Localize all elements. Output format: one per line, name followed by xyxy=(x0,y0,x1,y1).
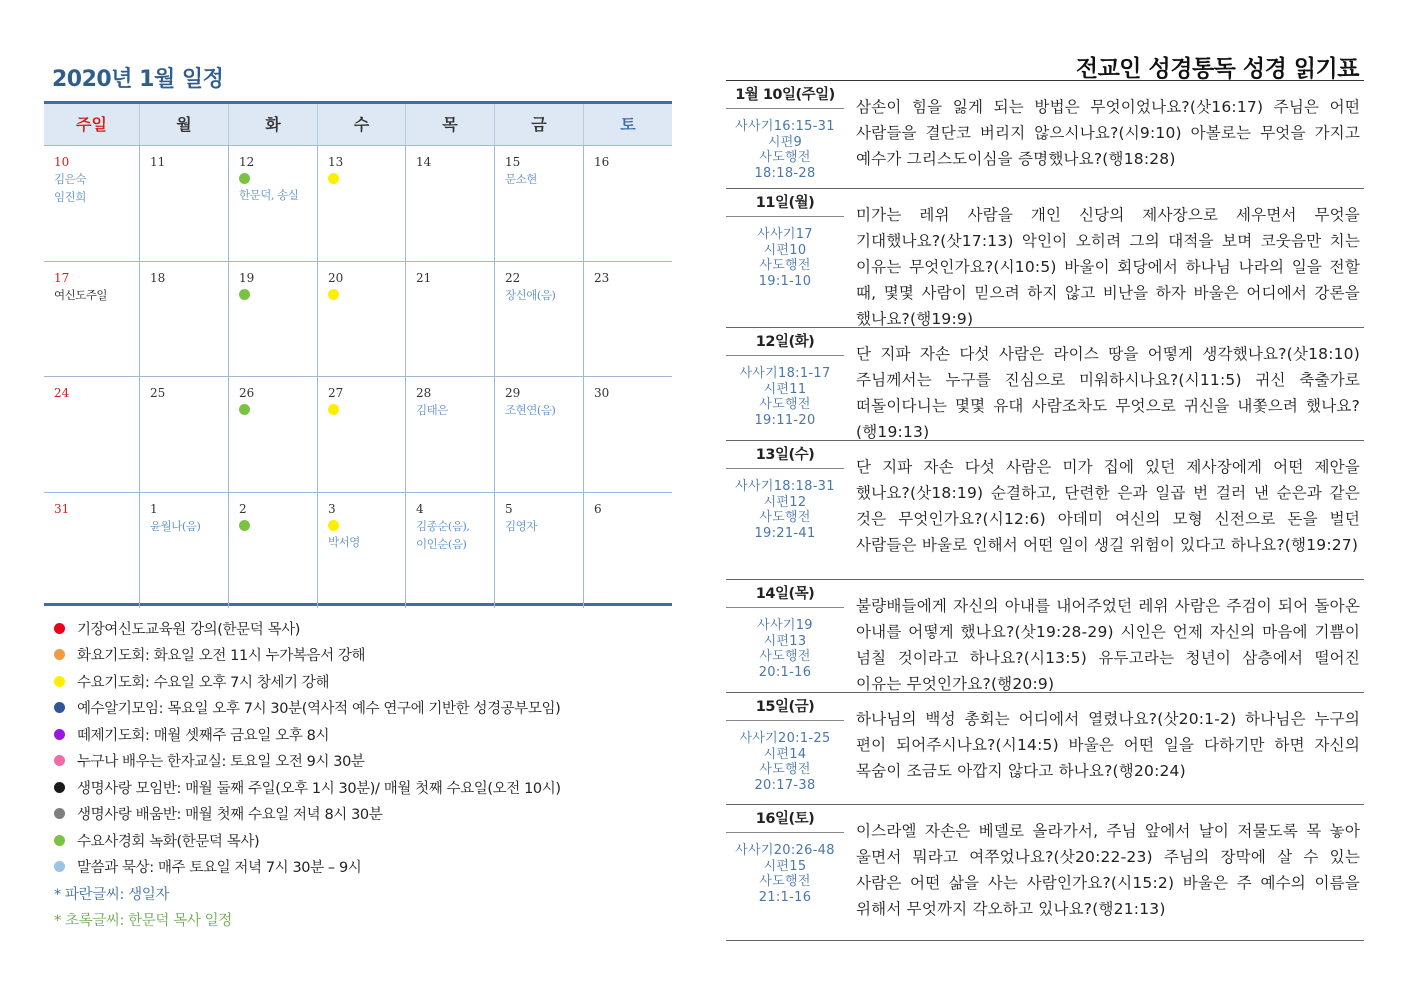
calendar-day-cell xyxy=(44,146,140,261)
legend-item xyxy=(54,695,674,722)
calendar-day-cell xyxy=(44,377,140,492)
weekday-header: 월 xyxy=(140,104,229,145)
reading-left xyxy=(726,580,844,692)
legend-dot xyxy=(54,755,65,766)
reading-ref: 사사기16:15-31 xyxy=(735,119,835,134)
reading-ref: 19:21-41 xyxy=(754,525,816,541)
reading-row xyxy=(726,692,1364,804)
calendar-day-cell xyxy=(140,377,229,492)
calendar-day-cell xyxy=(318,493,406,609)
calendar-day-cell xyxy=(140,146,229,261)
calendar-day-cell xyxy=(495,146,584,261)
legend-text: 말씀과 묵상: 매주 토요일 저녁 7시 30분 – 9시 xyxy=(77,860,362,877)
reading-date: 16일(토) xyxy=(726,805,844,833)
reading-date: 15일(금) xyxy=(726,693,844,721)
reading-ref: 사도행전 xyxy=(759,258,811,273)
calendar-week-row xyxy=(44,262,672,378)
weekday-header: 금 xyxy=(495,104,584,145)
calendar-day-cell xyxy=(584,262,672,377)
calendar-week-row xyxy=(44,377,672,493)
legend-text: 생명사랑 배움반: 매월 첫째 수요일 저녁 8시 30분 xyxy=(77,807,383,824)
weekday-header: 토 xyxy=(620,115,636,134)
reading-ref: 사도행전 xyxy=(759,397,811,412)
reading-refs xyxy=(726,217,844,289)
legend-dot xyxy=(54,649,65,660)
day-number: 10 xyxy=(54,155,70,169)
day-note: 김종순(음), xyxy=(416,518,470,533)
reading-question: 단 지파 자손 다섯 사람은 미가 집에 있던 제사장에게 어떤 제안을 했나요?(삿18:19) 순결하고, 단련한 은과 일곱 번 걸러 낸 순은과 같은 것은 무엇인가요?(시12:6) 아데미 여신의 모형 신전으로 돈을 벌던 사람들은 바울로 인해서 어떤 일이 생길 위험이 있다고 하나요?(행19:27) xyxy=(856,458,1360,554)
reading-refs xyxy=(726,469,844,541)
event-dot xyxy=(239,173,250,184)
reading-row xyxy=(726,327,1364,440)
reading-left xyxy=(726,441,844,579)
day-note: 장신애(음) xyxy=(505,287,556,302)
calendar-day-cell xyxy=(229,377,318,492)
reading-ref: 사사기18:1-17 xyxy=(739,366,831,381)
reading-ref: 사도행전 xyxy=(759,874,811,889)
day-note: 한문덕, 송실 xyxy=(239,188,299,202)
calendar-day-cell xyxy=(495,377,584,492)
day-number: 5 xyxy=(505,501,513,516)
reading-ref: 사사기20:26-48 xyxy=(735,843,835,858)
day-number: 29 xyxy=(505,386,521,400)
reading-row xyxy=(726,440,1364,579)
day-number: 6 xyxy=(594,501,602,516)
event-dot xyxy=(239,289,250,300)
event-dot xyxy=(328,173,339,184)
day-note: 임진희 xyxy=(54,190,86,204)
day-number: 4 xyxy=(416,501,424,516)
calendar-day-cell xyxy=(406,493,495,609)
reading-refs xyxy=(726,721,844,793)
event-dot xyxy=(328,289,339,300)
reading-ref: 사사기19 xyxy=(757,618,813,633)
calendar-day-cell xyxy=(406,377,495,492)
day-number: 19 xyxy=(239,270,255,285)
calendar-day-cell xyxy=(318,146,406,261)
reading-date: 11일(월) xyxy=(726,189,844,217)
day-note: 이인순(음) xyxy=(416,536,467,551)
reading-ref: 사도행전 xyxy=(759,762,811,777)
reading-question: 미가는 레위 사람을 개인 신당의 제사장으로 세우면서 무엇을 기대했나요?(삿17:13) 악인이 오히려 그의 대적을 보며 코웃음만 치는 이유는 무엇인가요?(시10:5) 바울이 회당에서 하나님 나라의 일을 전할 때, 몇몇 사람이 믿으려 하지 않고 비난을 하자 바울은 어디에서 강론을 했나요?(행19:9) xyxy=(856,206,1360,328)
reading-ref: 시편15 xyxy=(763,858,807,874)
legend-item xyxy=(54,615,674,642)
legend-text: 수요사경회 녹화(한문덕 목사) xyxy=(77,833,260,850)
reading-ref: 시편12 xyxy=(763,494,807,510)
reading-left xyxy=(726,693,844,804)
calendar-day-cell xyxy=(229,146,318,261)
legend-dot xyxy=(54,702,65,713)
legend-text: 누구나 배우는 한자교실: 토요일 오전 9시 30분 xyxy=(77,754,365,771)
day-number: 13 xyxy=(328,155,344,169)
calendar-day-cell xyxy=(229,493,318,609)
weekday-header: 주일 xyxy=(44,104,140,145)
day-number: 20 xyxy=(328,270,344,285)
legend-dot xyxy=(54,676,65,687)
day-note: 김영자 xyxy=(505,518,537,533)
legend-dot xyxy=(54,782,65,793)
reading-refs xyxy=(726,608,844,680)
calendar-title: 2020년 1월 일정 xyxy=(52,67,224,92)
reading-ref: 시편9 xyxy=(767,134,803,150)
day-number: 26 xyxy=(239,386,255,400)
reading-question: 삼손이 힘을 잃게 되는 방법은 무엇이었나요?(삿16:17) 주님은 어떤 사람들을 결단코 버리지 않으시나요?(시9:10) 아볼로는 무엇을 가지고 예수가 그리스도이심을 증명했나요?(행18:28) xyxy=(856,98,1360,168)
event-dot xyxy=(328,404,339,415)
reading-ref: 사도행전 xyxy=(759,150,811,165)
reading-ref: 20:1-16 xyxy=(758,664,812,680)
reading-refs xyxy=(726,356,844,428)
day-note: 김태은 xyxy=(416,403,448,417)
day-number: 15 xyxy=(505,155,521,169)
reading-refs xyxy=(726,833,844,905)
legend-item xyxy=(54,801,674,828)
legend-list xyxy=(54,615,674,933)
day-number: 31 xyxy=(54,501,70,516)
reading-ref: 18:18-28 xyxy=(754,165,816,181)
calendar-body xyxy=(44,146,672,608)
legend-item xyxy=(54,642,674,669)
day-note: 조현연(음) xyxy=(505,403,556,417)
legend-text: 떼제기도회: 매월 셋째주 금요일 오후 8시 xyxy=(77,727,330,744)
legend-item xyxy=(54,827,674,854)
legend-text: 화요기도회: 화요일 오전 11시 누가복음서 강해 xyxy=(77,648,366,665)
day-note: 여신도주일 xyxy=(54,287,108,302)
legend-text: 생명사랑 모임반: 매월 둘째 주일(오후 1시 30분)/ 매월 첫째 수요일(오전 10시) xyxy=(77,780,561,797)
calendar-day-cell xyxy=(44,493,140,609)
day-number: 16 xyxy=(594,155,610,169)
calendar-day-cell xyxy=(229,262,318,377)
footnote-blue: * 파란글씨: 생일자 xyxy=(54,886,170,903)
day-number: 22 xyxy=(505,270,521,285)
day-number: 17 xyxy=(54,270,70,285)
reading-refs xyxy=(726,109,844,181)
calendar-day-cell xyxy=(584,377,672,492)
reading-ref: 19:1-10 xyxy=(758,273,812,289)
reading-ref: 21:1-16 xyxy=(758,889,812,905)
reading-ref: 19:11-20 xyxy=(754,412,816,428)
legend-dot xyxy=(54,861,65,872)
reading-date: 13일(수) xyxy=(726,441,844,469)
calendar-day-cell xyxy=(318,262,406,377)
calendar-day-cell xyxy=(584,146,672,261)
reading-left xyxy=(726,189,844,327)
legend-item xyxy=(54,854,674,881)
reading-ref: 사도행전 xyxy=(759,649,811,664)
calendar-day-cell xyxy=(44,262,140,377)
day-number: 23 xyxy=(594,270,610,285)
reading-question: 단 지파 자손 다섯 사람은 라이스 땅을 어떻게 생각했나요?(삿18:10) 주님께서는 누구를 진심으로 미워하시나요?(시11:5) 귀신 축출가로 떠돌이다니는 몇몇 유대 사람조차도 무엇으로 귀신을 내쫓으려 했나요?(행19:13) xyxy=(856,345,1360,441)
reading-ref: 사사기20:1-25 xyxy=(739,731,831,746)
legend-text: 기장여신도교육원 강의(한문덕 목사) xyxy=(77,621,301,638)
day-note: 문소현 xyxy=(505,172,537,186)
legend-item xyxy=(54,668,674,695)
reading-left xyxy=(726,328,844,440)
reading-row xyxy=(726,579,1364,692)
legend-item xyxy=(54,774,674,801)
day-number: 24 xyxy=(54,386,70,400)
reading-question: 하나님의 백성 총회는 어디에서 열렸나요?(삿20:1-2) 하나님은 누구의 편이 되어주시나요?(시14:5) 바울은 어떤 일을 다하기만 하면 자신의 목숨이 조금도 아깝지 않다고 하나요?(행20:24) xyxy=(856,710,1360,780)
day-number: 11 xyxy=(150,155,166,169)
reading-ref: 시편13 xyxy=(763,633,807,649)
legend-item xyxy=(54,721,674,748)
reading-ref: 시편11 xyxy=(763,381,807,397)
calendar-day-cell xyxy=(495,262,584,377)
legend-text: 수요기도회: 수요일 오후 7시 창세기 강해 xyxy=(77,674,330,691)
day-note: 윤월나(음) xyxy=(150,518,201,533)
calendar-header xyxy=(44,104,672,146)
reading-row xyxy=(726,188,1364,327)
day-number: 12 xyxy=(239,155,255,169)
day-number: 3 xyxy=(328,501,336,516)
reading-ref: 사사기17 xyxy=(757,227,813,242)
event-dot xyxy=(239,404,250,415)
day-number: 2 xyxy=(239,501,247,516)
day-number: 28 xyxy=(416,386,432,400)
event-dot xyxy=(328,520,339,531)
weekday-header: 수 xyxy=(318,104,406,145)
reading-title: 전교인 성경통독 성경 읽기표 xyxy=(1075,56,1359,82)
day-number: 27 xyxy=(328,386,344,400)
calendar-day-cell xyxy=(140,262,229,377)
day-number: 30 xyxy=(594,386,610,400)
legend-dot xyxy=(54,808,65,819)
calendar-day-cell xyxy=(318,377,406,492)
reading-row xyxy=(726,804,1364,941)
reading-table xyxy=(726,80,1364,941)
calendar-day-cell xyxy=(140,493,229,609)
legend-dot xyxy=(54,835,65,846)
weekday-header: 화 xyxy=(229,104,318,145)
reading-row xyxy=(726,80,1364,188)
calendar-grid xyxy=(44,101,672,606)
day-number: 1 xyxy=(150,501,158,516)
day-number: 14 xyxy=(416,155,432,169)
calendar-day-cell xyxy=(495,493,584,609)
day-note: 박서영 xyxy=(328,534,360,549)
reading-ref: 사사기18:18-31 xyxy=(735,479,835,494)
legend-item xyxy=(54,748,674,775)
day-number: 25 xyxy=(150,386,166,400)
reading-date: 12일(화) xyxy=(726,328,844,356)
footnote-green: * 초록글씨: 한문덕 목사 일정 xyxy=(54,913,232,930)
calendar-week-row xyxy=(44,493,672,609)
reading-date: 14일(목) xyxy=(726,580,844,608)
legend-dot xyxy=(54,729,65,740)
reading-question: 불량배들에게 자신의 아내를 내어주었던 레위 사람은 주검이 되어 돌아온 아내를 어떻게 했나요?(삿19:28-29) 시인은 언제 자신의 마음에 기쁨이 넘칠 것이라고 하나요?(시13:5) 유두고라는 청년이 삼층에서 떨어진 이유는 무엇인가요?(행20:9) xyxy=(856,597,1360,693)
reading-ref: 시편10 xyxy=(763,242,807,258)
calendar-day-cell xyxy=(406,262,495,377)
reading-left xyxy=(726,805,844,940)
legend-text: 예수알기모임: 목요일 오후 7시 30분(역사적 예수 연구에 기반한 성경공부모임) xyxy=(77,701,561,718)
reading-ref: 20:17-38 xyxy=(754,777,816,793)
weekday-header: 목 xyxy=(406,104,495,145)
reading-ref: 시편14 xyxy=(763,746,807,762)
reading-left xyxy=(726,81,844,188)
reading-ref: 사도행전 xyxy=(759,510,811,525)
calendar-day-cell xyxy=(584,493,672,609)
day-note: 김은숙 xyxy=(54,172,86,186)
calendar-week-row xyxy=(44,146,672,262)
calendar-day-cell xyxy=(406,146,495,261)
reading-question: 이스라엘 자손은 베델로 올라가서, 주님 앞에서 날이 저물도록 목 놓아 울면서 뭐라고 여쭈었나요?(삿20:22-23) 주님의 장막에 살 수 있는 사람은 어떤 삶을 사는 사람인가요?(시15:2) 바울은 주 예수의 이름을 위해서 무엇까지 각오하고 있나요?(행21:13) xyxy=(856,822,1360,918)
day-number: 21 xyxy=(416,270,432,285)
day-number: 18 xyxy=(150,270,166,285)
legend-dot xyxy=(54,623,65,634)
reading-date: 1월 10일(주일) xyxy=(726,81,844,109)
event-dot xyxy=(239,520,250,531)
